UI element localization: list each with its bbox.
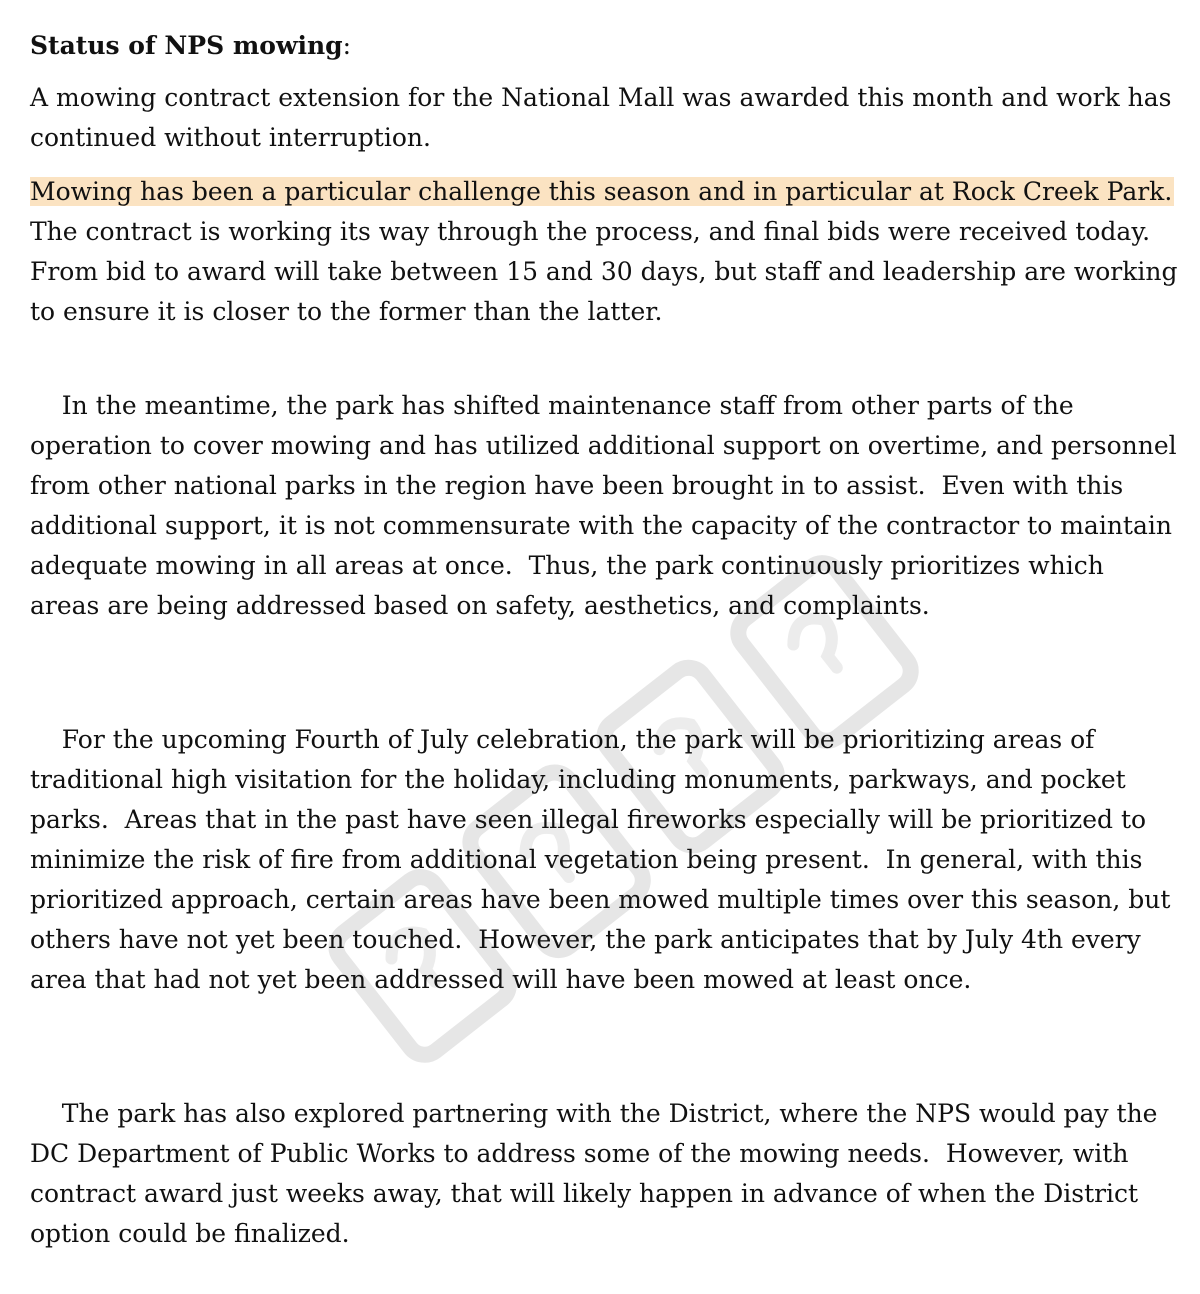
paragraph-fourth-of-july — [30, 680, 1180, 1040]
paragraph-text: For the upcoming Fourth of July celebration, the park will be prioritizing areas of traditional high visitation for the holiday, including monuments, parkways, and pocket parks. Areas that in the past have seen illegal fireworks especially will be prioritized to minimize the risk of fire from additional vegetation being present. In general, with this prioritized approach, certain areas have been mowed multiple times over this season, but others have not yet been touched. However, the park anticipates that by July 4th every area that had not yet been addressed will have been mowed at least once. — [30, 725, 1179, 994]
paragraph-meantime — [30, 346, 1185, 666]
highlighted-text: Mowing has been a particular challenge this season and in particular at Rock Creek Park. — [30, 177, 1173, 206]
paragraph-text: The contract is working its way through the process, and final bids were received today. From bid to award will take between 15 and 30 days, but staff and leadership are working to ensure it is closer to the former than the latter. — [30, 177, 1191, 326]
paragraph-district-partnership — [30, 1054, 1180, 1294]
paragraph-rock-creek — [30, 172, 1191, 332]
section-heading-title: Status of NPS mowing — [30, 31, 343, 60]
paragraph-text: The park has also explored partnering with the District, where the NPS would pay the DC Department of Public Works to address some of the mowing needs. However, with contract award just weeks away, that will likely happen in advance of when the District option could be finalized. — [30, 1099, 1166, 1248]
section-heading-colon: : — [342, 31, 352, 60]
paragraph-text: A mowing contract extension for the National Mall was awarded this month and work has continued without interruption. — [30, 83, 1172, 152]
section-heading — [30, 26, 1180, 66]
paragraph-contract-extension — [30, 78, 1180, 158]
paragraph-text: In the meantime, the park has shifted maintenance staff from other parts of the operation to cover mowing and has utilized additional support on overtime, and personnel from other national parks in the region have been brought in to assist. Even with this additional support, it is not commensurate with the capacity of the contractor to maintain adequate mowing in all areas at once. Thus, the park continuously prioritizes which areas are being addressed based on safety, aesthetics, and complaints. — [30, 391, 1185, 620]
